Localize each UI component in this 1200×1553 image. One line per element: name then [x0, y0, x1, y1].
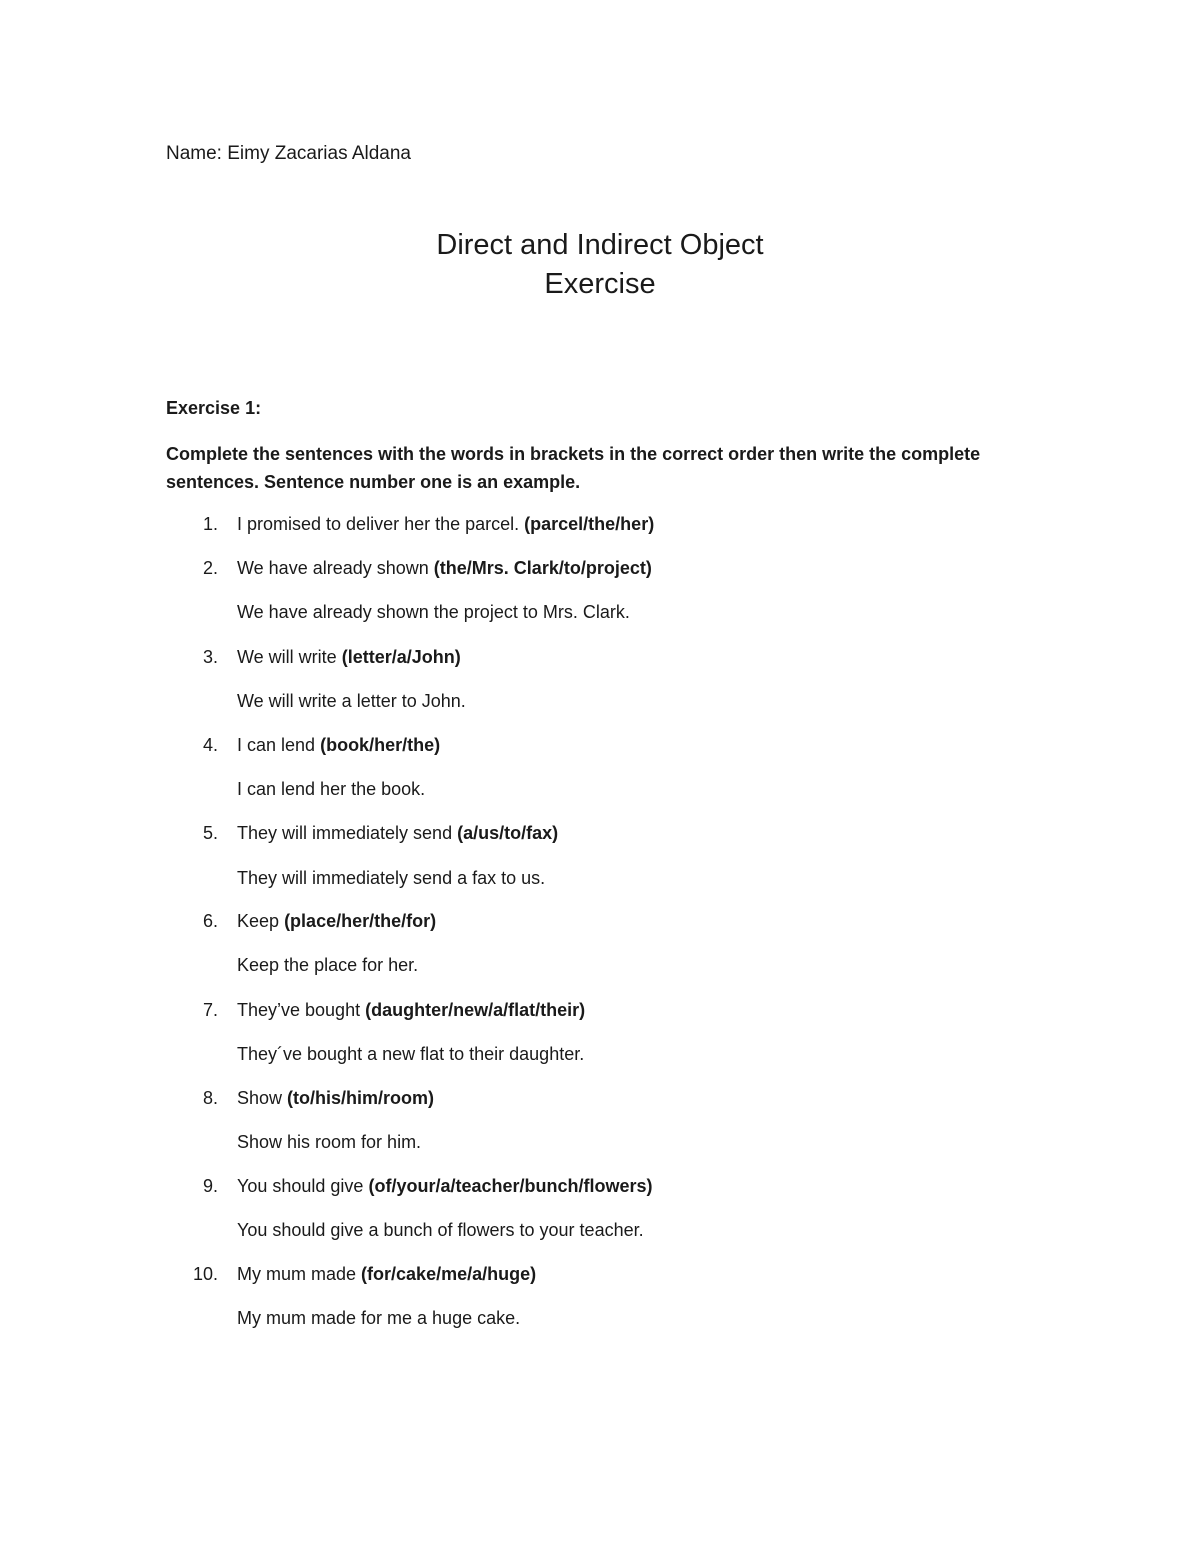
prompt-text: You should give — [237, 1176, 364, 1196]
answer-text: I can lend her the book. — [237, 779, 426, 799]
item-prompt — [237, 821, 558, 845]
bracket-words: (book/her/the) — [320, 735, 441, 755]
item-number: 8. — [202, 1088, 218, 1108]
bracket-words: (for/cake/me/a/huge) — [361, 1264, 537, 1284]
bracket-words: (a/us/to/fax) — [457, 823, 559, 843]
prompt-text: Keep — [237, 911, 280, 931]
item-prompt — [237, 645, 461, 669]
item-number: 6. — [202, 911, 218, 931]
item-prompt — [237, 1174, 653, 1198]
exercise-instructions: Complete the sentences with the words in brackets in the correct order then write the complete sentences. Sentence number one is an example. — [166, 444, 981, 492]
item-prompt — [237, 556, 652, 580]
item-prompt — [237, 998, 585, 1022]
bracket-words: (parcel/the/her) — [524, 514, 655, 534]
answer-text: They´ve bought a new flat to their daughter. — [237, 1044, 585, 1064]
prompt-text: They will immediately send — [237, 823, 453, 843]
prompt-text: I can lend — [237, 735, 316, 755]
answer-text: Keep the place for her. — [237, 955, 419, 975]
prompt-text: We have already shown — [237, 558, 429, 578]
answer-text: My mum made for me a huge cake. — [237, 1308, 521, 1328]
answer-text: You should give a bunch of flowers to your teacher. — [237, 1220, 644, 1240]
prompt-text: I promised to deliver her the parcel. — [237, 514, 520, 534]
item-prompt — [237, 909, 436, 933]
bracket-words: (to/his/him/room) — [287, 1088, 435, 1108]
item-number: 3. — [202, 647, 218, 667]
exercise-heading: Exercise 1: — [166, 398, 262, 418]
item-number: 4. — [202, 735, 218, 755]
item-number: 7. — [202, 1000, 218, 1020]
bracket-words: (daughter/new/a/flat/their) — [365, 1000, 586, 1020]
item-number: 10. — [192, 1264, 218, 1284]
bracket-words: (the/Mrs. Clark/to/project) — [433, 558, 652, 578]
document-title — [0, 226, 1200, 304]
bracket-words: (letter/a/John) — [341, 647, 461, 667]
item-prompt — [237, 733, 440, 757]
prompt-text: They’ve bought — [237, 1000, 361, 1020]
answer-text: We will write a letter to John. — [237, 691, 466, 711]
prompt-text: Show — [237, 1088, 283, 1108]
title-line-1: Direct and Indirect Object — [436, 229, 764, 261]
item-number: 9. — [202, 1176, 218, 1196]
item-prompt — [237, 1086, 434, 1110]
item-number: 5. — [202, 823, 218, 843]
item-prompt — [237, 1262, 536, 1286]
answer-text: They will immediately send a fax to us. — [237, 868, 546, 888]
bracket-words: (of/your/a/teacher/bunch/flowers) — [368, 1176, 653, 1196]
item-number: 2. — [202, 558, 218, 578]
prompt-text: We will write — [237, 647, 337, 667]
item-prompt — [237, 512, 654, 536]
title-line-2: Exercise — [544, 268, 656, 300]
answer-text: Show his room for him. — [237, 1132, 422, 1152]
item-number: 1. — [202, 514, 218, 534]
bracket-words: (place/her/the/for) — [284, 911, 437, 931]
prompt-text: My mum made — [237, 1264, 357, 1284]
student-name: Name: Eimy Zacarias Aldana — [166, 143, 411, 164]
answer-text: We have already shown the project to Mrs. Clark. — [237, 602, 630, 622]
